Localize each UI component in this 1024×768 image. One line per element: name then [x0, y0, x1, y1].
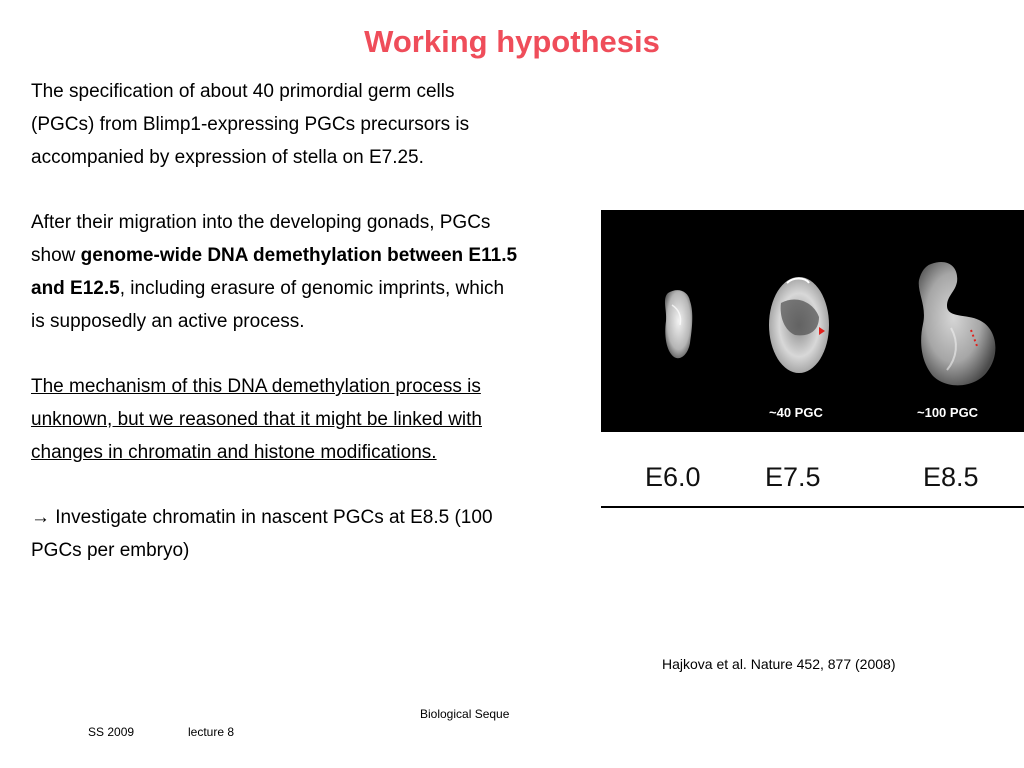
- embryo-e6-image: [656, 285, 706, 365]
- investigate-text: Investigate chromatin in nascent PGCs at E8.5 (100 PGCs per embryo): [31, 507, 493, 562]
- pgc-label-100: ~100 PGC: [917, 405, 979, 420]
- stage-labels: [601, 462, 1024, 502]
- slide-title: Working hypothesis: [364, 24, 660, 59]
- stage-label-e8: E8.5: [923, 462, 979, 492]
- para2-text-start: After their migration into the developing gonads, PGCs show: [31, 212, 491, 266]
- figure-divider: [601, 506, 1024, 508]
- embryo-e8-image: [901, 258, 1011, 393]
- embryo-e7-image: [761, 265, 841, 380]
- footer-semester: SS 2009: [88, 725, 135, 739]
- citation: Hajkova et al. Nature 452, 877 (2008): [662, 656, 896, 672]
- stage-label-e6: E6.0: [645, 462, 701, 492]
- paragraph-specification: The specification of about 40 primordial germ cells (PGCs) from Blimp1-expressing PGCs precursors is accompanied by expression of stella on E7.25.: [31, 81, 470, 168]
- para2-text-end: , including erasure of genomic imprints, which is supposedly an active process.: [31, 277, 505, 332]
- paragraph-demethylation: [31, 207, 521, 338]
- stage-label-e7: E7.5: [765, 462, 821, 492]
- pgc-label-40: ~40 PGC: [769, 405, 823, 420]
- paragraph-investigate: [31, 502, 521, 568]
- paragraph-mechanism: The mechanism of this DNA demethylation process is unknown, but we reasoned that it might be linked with changes in chromatin and histone modifications.: [31, 376, 482, 463]
- para2-bold-text: genome-wide DNA demethylation between E11.5 and E12.5: [31, 244, 518, 299]
- footer-lecture: lecture 8: [188, 725, 235, 739]
- slide-body: [31, 76, 521, 568]
- footer-course: Biological Seque: [420, 707, 510, 721]
- embryo-figure: [601, 210, 1024, 432]
- right-arrow-icon: →: [31, 507, 50, 529]
